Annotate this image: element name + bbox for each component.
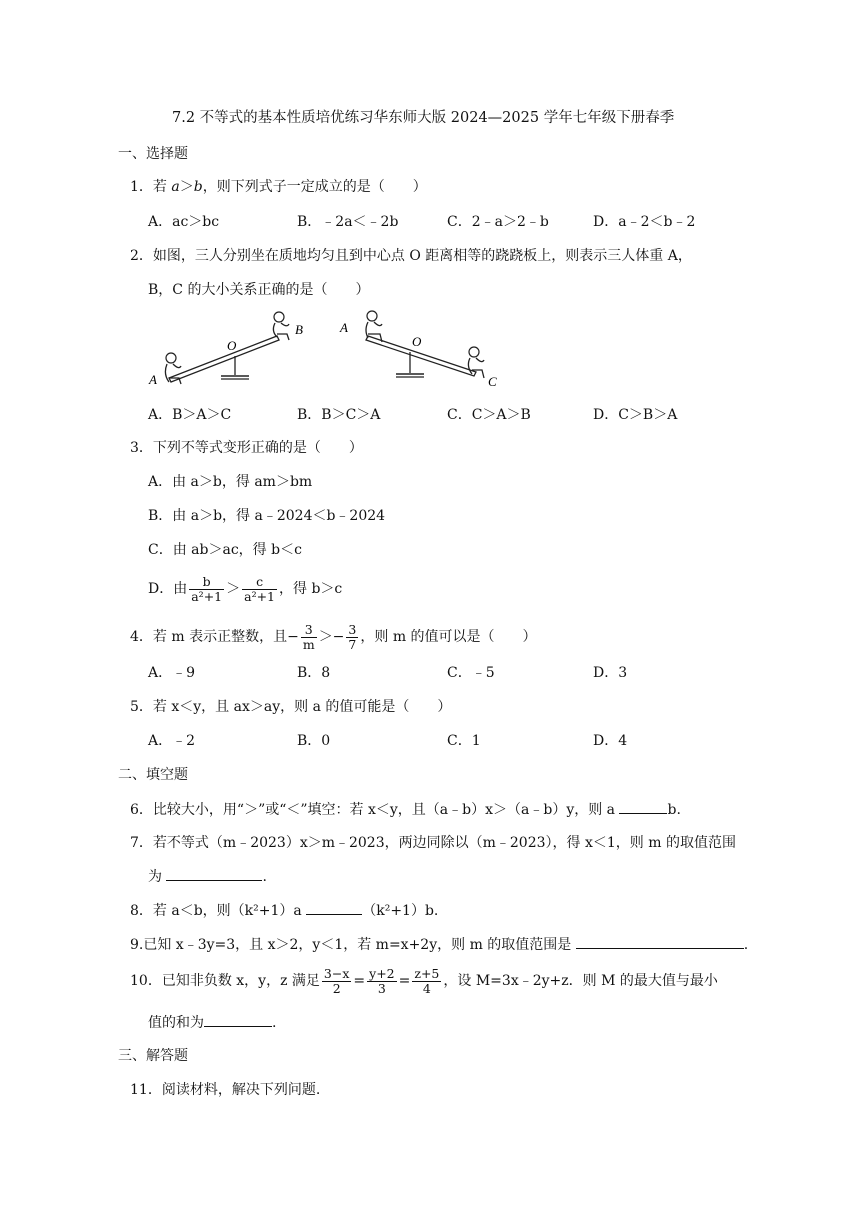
question-number: 11． (130, 1082, 162, 1098)
stem-text: 若 (152, 179, 172, 195)
question-5-option-c: C．1 (447, 733, 481, 749)
seesaw-figure-right (338, 310, 508, 394)
label-b: B (295, 322, 303, 337)
seesaw-figure-left (147, 310, 317, 394)
answer-blank[interactable] (306, 900, 362, 915)
fraction-c (242, 575, 277, 604)
question-number: 5． (130, 699, 153, 715)
question-1-option-d: D．a﹣2＜b﹣2 (593, 214, 696, 230)
question-4-option-d: D．3 (593, 665, 628, 681)
label-a: A (149, 372, 157, 387)
stem-text: 如图，三人分别坐在质地均匀且到中心点 O 距离相等的跷跷板上，则表示三人体重 A， (152, 248, 692, 264)
question-3-option-b: B．由 a＞b，得 a﹣2024＜b﹣2024 (148, 508, 386, 524)
denominator: 2 (322, 981, 351, 996)
question-number: 1． (130, 179, 153, 195)
stem-text: ＞− (318, 629, 345, 645)
stem-text: ，则 m 的值可以是（ ） (360, 629, 537, 645)
denominator: 7 (348, 636, 357, 652)
question-2-option-d: D．C＞B＞A (593, 407, 678, 423)
question-number: 8． (130, 903, 153, 919)
equals-sign: = (353, 973, 366, 989)
page-title: 7.2 不等式的基本性质培优练习华东师大版 2024—2025 学年七年级下册春季 (172, 110, 675, 126)
label-c: C (488, 374, 497, 389)
question-number: 3． (130, 440, 153, 456)
question-1-stem (130, 177, 427, 197)
question-11-stem (130, 1080, 320, 1100)
denominator: 4 (412, 981, 441, 996)
question-5-option-b: B．0 (297, 733, 331, 749)
stem-text: b. (667, 802, 681, 818)
fraction-3-over-m (301, 623, 317, 652)
numerator: y+2 (369, 965, 395, 981)
numerator: z+5 (414, 965, 440, 981)
stem-text: 下列不等式变形正确的是（ ） (152, 440, 363, 456)
question-4-option-a: A．﹣9 (148, 665, 196, 681)
question-number: 2． (130, 248, 153, 264)
question-5-option-a: A．﹣2 (148, 733, 196, 749)
fraction-3-over-7 (346, 623, 358, 652)
fraction-y-plus-2 (367, 967, 397, 996)
stem-text: 若 x＜y，且 ax＞ay，则 a 的值可能是（ ） (152, 699, 452, 715)
stem-text: 若 m 表示正整数，且− (152, 629, 299, 645)
var-a: a (171, 179, 180, 195)
fraction-3-minus-x (322, 967, 351, 996)
question-number: 10． (130, 973, 162, 989)
question-2-stem-line2: B，C 的大小关系正确的是（ ） (148, 282, 370, 298)
option-label: D．由 (148, 581, 188, 597)
numerator: 3 (348, 621, 357, 637)
question-3-option-d (148, 570, 342, 608)
question-number: 4． (130, 629, 153, 645)
stem-text: . (743, 937, 749, 953)
question-7-stem-line1 (130, 833, 736, 853)
question-1-option-c: C．2﹣a＞2﹣b (447, 214, 549, 230)
question-2-stem-line1 (130, 246, 692, 266)
question-1-option-a: A．ac＞bc (148, 214, 220, 230)
question-10-stem-line1 (130, 962, 718, 1000)
question-7-stem-line2 (148, 866, 267, 887)
stem-text: （k²+1）b. (362, 903, 439, 919)
stem-text: 9.已知 x﹣3y=3，且 x＞2，y＜1，若 m=x+2y，则 m 的取值范围是 (130, 937, 576, 953)
stem-text: 若不等式（m﹣2023）x＞m﹣2023，两边同除以（m﹣2023），得 x＜1，则 m 的取值范围 (152, 835, 736, 851)
question-9-stem (130, 934, 748, 955)
question-5-option-d: D．4 (593, 733, 628, 749)
denominator: a²+1 (244, 588, 276, 604)
fraction-z-plus-5 (412, 967, 441, 996)
question-3-option-c: C．由 ab＞ac，得 b＜c (148, 542, 302, 558)
stem-text: 若 a＜b，则（k²+1）a (152, 903, 307, 919)
stem-text: 为 (148, 869, 167, 885)
question-4-option-c: C．﹣5 (447, 665, 495, 681)
answer-blank[interactable] (204, 1012, 272, 1027)
question-3-option-a: A．由 a＞b，得 am＞bm (148, 474, 313, 490)
denominator: a²+1 (191, 588, 223, 604)
var-b: b (193, 179, 203, 195)
question-4-stem (130, 620, 537, 654)
equals-sign: = (398, 973, 411, 989)
question-2-option-c: C．C＞A＞B (447, 407, 531, 423)
gt-sign: ＞ (179, 179, 194, 195)
fraction-b (189, 575, 224, 604)
question-10-stem-line2 (148, 1012, 276, 1033)
stem-text: 已知非负数 x，y，z 满足 (161, 973, 320, 989)
question-number: 7． (130, 835, 153, 851)
numerator: 3−x (323, 965, 350, 981)
section-heading-fill: 二、填空题 (118, 767, 188, 783)
stem-text: 阅读材料，解决下列问题. (161, 1082, 321, 1098)
stem-text: ，设 M=3x﹣2y+z．则 M 的最大值与最小 (443, 973, 718, 989)
question-2-option-b: B．B＞C＞A (297, 407, 381, 423)
answer-blank[interactable] (166, 866, 262, 881)
stem-text: . (272, 1015, 277, 1031)
stem-text: . (262, 869, 267, 885)
answer-blank[interactable] (619, 799, 667, 814)
question-6-stem (130, 799, 681, 820)
question-5-stem (130, 697, 451, 717)
section-heading-choice: 一、选择题 (118, 146, 188, 162)
question-8-stem (130, 900, 438, 921)
question-2-option-a: A．B＞A＞C (148, 407, 232, 423)
question-4-option-b: B．8 (297, 665, 331, 681)
question-1-option-b: B．﹣2a＜﹣2b (297, 214, 399, 230)
section-heading-solve: 三、解答题 (118, 1048, 188, 1064)
label-o: O (227, 338, 237, 353)
stem-text: 值的和为 (148, 1015, 204, 1031)
numerator: b (202, 573, 211, 589)
question-number: 6． (130, 802, 153, 818)
question-3-stem (130, 438, 363, 458)
stem-text: 比较大小，用“＞”或“＜”填空：若 x＜y，且（a﹣b）x＞（a﹣b）y，则 a (152, 802, 620, 818)
gt-sign: ＞ (226, 581, 241, 597)
stem-text: ，则下列式子一定成立的是（ ） (202, 179, 427, 195)
label-o: O (412, 334, 422, 349)
answer-blank[interactable] (576, 934, 744, 949)
denominator: m (302, 636, 315, 652)
denominator: 3 (367, 981, 397, 996)
label-a: A (340, 320, 348, 335)
numerator: c (256, 573, 264, 589)
numerator: 3 (304, 621, 313, 637)
option-tail: ，得 b＞c (279, 581, 343, 597)
